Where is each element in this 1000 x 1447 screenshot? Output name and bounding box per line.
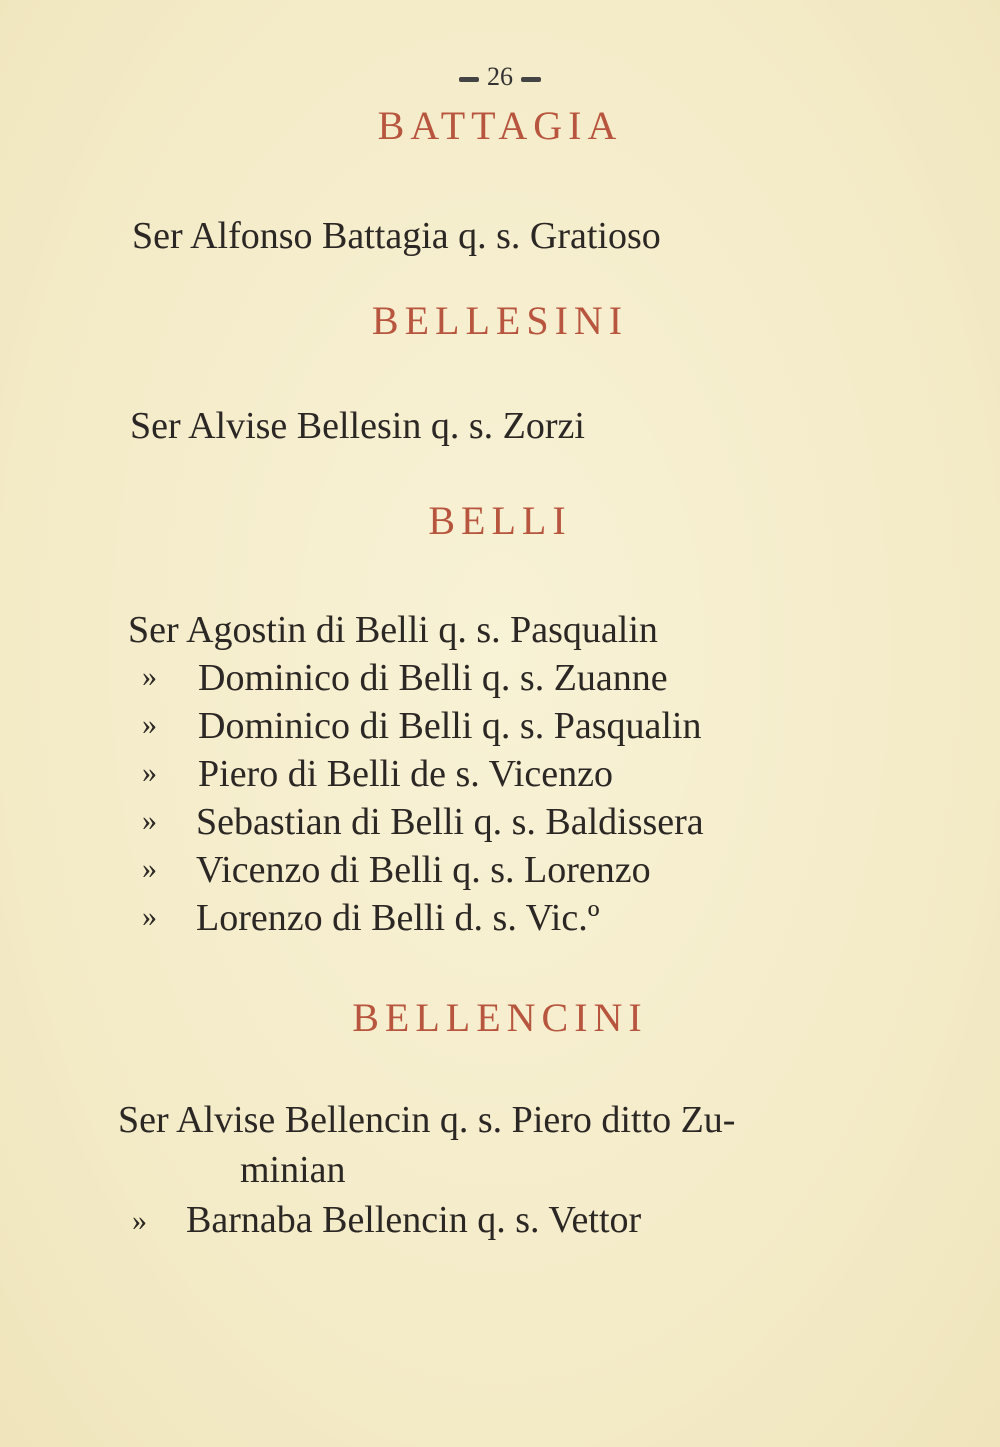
- entry-line: Piero di Belli de s. Vicenzo: [198, 753, 613, 795]
- entry-line: Lorenzo di Belli d. s. Vic.º: [196, 897, 600, 939]
- ditto-mark: »: [132, 1204, 147, 1237]
- ditto-mark: »: [142, 708, 157, 741]
- entry-line: Ser Alvise Bellesin q. s. Zorzi: [130, 405, 585, 447]
- entry-line: Sebastian di Belli q. s. Baldissera: [196, 801, 704, 843]
- ditto-mark: »: [142, 852, 157, 885]
- page-number: 26: [0, 62, 1000, 92]
- ditto-mark: »: [142, 660, 157, 693]
- ditto-mark: »: [142, 804, 157, 837]
- entry-line: Barnaba Bellencin q. s. Vettor: [186, 1199, 642, 1241]
- entry-line: Dominico di Belli q. s. Pasqualin: [198, 705, 702, 747]
- ornament-left: [459, 77, 479, 82]
- entry-line-continuation: minian: [240, 1149, 346, 1191]
- section-heading: BELLI: [428, 498, 572, 543]
- ditto-mark: »: [142, 756, 157, 789]
- entry-line: Ser Alvise Bellencin q. s. Piero ditto Zu-: [118, 1099, 736, 1141]
- ornament-right: [521, 77, 541, 82]
- section-heading: BELLESINI: [371, 298, 629, 343]
- ditto-mark: »: [142, 900, 157, 933]
- section-heading: BELLENCINI: [352, 995, 648, 1040]
- entry-line: Ser Alfonso Battagia q. s. Gratioso: [132, 215, 661, 257]
- entry-line: Vicenzo di Belli q. s. Lorenzo: [196, 849, 651, 891]
- section-heading: BATTAGIA: [377, 103, 623, 148]
- entry-line: Ser Agostin di Belli q. s. Pasqualin: [128, 609, 658, 651]
- entry-line: Dominico di Belli q. s. Zuanne: [198, 657, 668, 699]
